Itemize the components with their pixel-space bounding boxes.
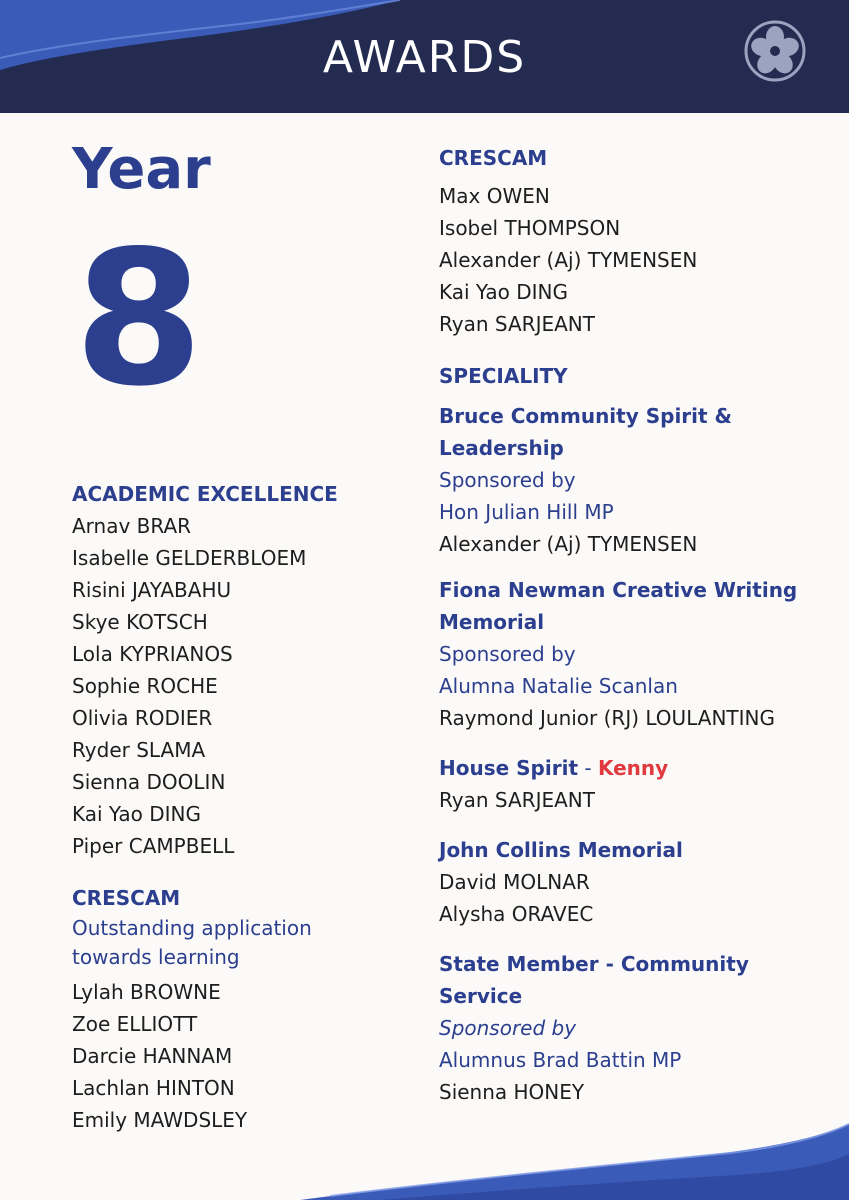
crescam-right-list [439,180,839,340]
recipient-name: Sienna HONEY [439,1080,585,1104]
recipient-name: Raymond Junior (RJ) LOULANTING [439,706,776,730]
speciality-heading: SPECIALITY [439,364,568,388]
list-item: Kai Yao DING [439,280,569,304]
recipient-name: Alysha ORAVEC [439,902,594,926]
crescam-right-heading: CRESCAM [439,146,548,170]
award-fiona-newman [439,574,839,734]
sponsor-name: Alumna Natalie Scanlan [439,674,678,698]
academic-excellence-list [72,510,402,862]
award-john-collins [439,834,839,930]
left-column [72,478,402,1136]
list-item: Ryan SARJEANT [439,312,595,336]
award-title-line2: Leadership [439,436,564,460]
footer-wave-decoration [0,1110,849,1200]
crescam-left-heading: CRESCAM [72,886,181,910]
list-item: Zoe ELLIOTT [72,1012,198,1036]
list-item: Lachlan HINTON [72,1076,235,1100]
sponsor-name: Alumnus Brad Battin MP [439,1048,682,1072]
list-item: Kai Yao DING [72,802,202,826]
list-item: Arnav BRAR [72,514,192,538]
list-item: Isabelle GELDERBLOEM [72,546,307,570]
list-item: Sienna DOOLIN [72,770,226,794]
list-item: Lola KYPRIANOS [72,642,233,666]
list-item: Max OWEN [439,184,550,208]
list-item: Sophie ROCHE [72,674,218,698]
right-column [439,142,839,1108]
award-title-text: House Spirit [439,756,579,780]
year-label: Year [72,137,211,202]
award-house-spirit [439,752,839,816]
award-bruce [439,400,839,560]
recipient-name: Alexander (Aj) TYMENSEN [439,532,698,556]
list-item: Risini JAYABAHU [72,578,232,602]
recipient-name: David MOLNAR [439,870,590,894]
list-item: Lylah BROWNE [72,980,221,1004]
house-name: Kenny [597,756,669,780]
list-item: Isobel THOMPSON [439,216,621,240]
school-crest-logo [744,20,806,82]
award-state-member [439,948,839,1108]
crescam-subtitle-line1: Outstanding application [72,916,312,940]
list-item: Alexander (Aj) TYMENSEN [439,248,698,272]
award-title [439,752,839,784]
header-banner [0,0,849,113]
crescam-subtitle-line2: towards learning [72,945,240,969]
award-title: John Collins Memorial [439,838,683,862]
title-separator: - [578,756,598,780]
list-item: Olivia RODIER [72,706,213,730]
year-number: 8 [74,210,204,427]
list-item: Ryder SLAMA [72,738,206,762]
sponsored-by-label: Sponsored by [439,468,576,492]
sponsored-by-label: Sponsored by [439,1016,577,1040]
sponsor-name: Hon Julian Hill MP [439,500,614,524]
award-title-line1: State Member - Community [439,952,749,976]
academic-excellence-heading: ACADEMIC EXCELLENCE [72,482,338,506]
award-title-line2: Memorial [439,610,545,634]
page-title: AWARDS [322,32,527,83]
recipient-name: Ryan SARJEANT [439,788,595,812]
list-item: Piper CAMPBELL [72,834,235,858]
list-item: Skye KOTSCH [72,610,208,634]
award-title-line1: Bruce Community Spirit & [439,404,732,428]
award-title-line2: Service [439,984,523,1008]
award-title-line1: Fiona Newman Creative Writing [439,578,798,602]
list-item: Emily MAWDSLEY [72,1108,248,1132]
list-item: Darcie HANNAM [72,1044,233,1068]
sponsored-by-label: Sponsored by [439,642,576,666]
